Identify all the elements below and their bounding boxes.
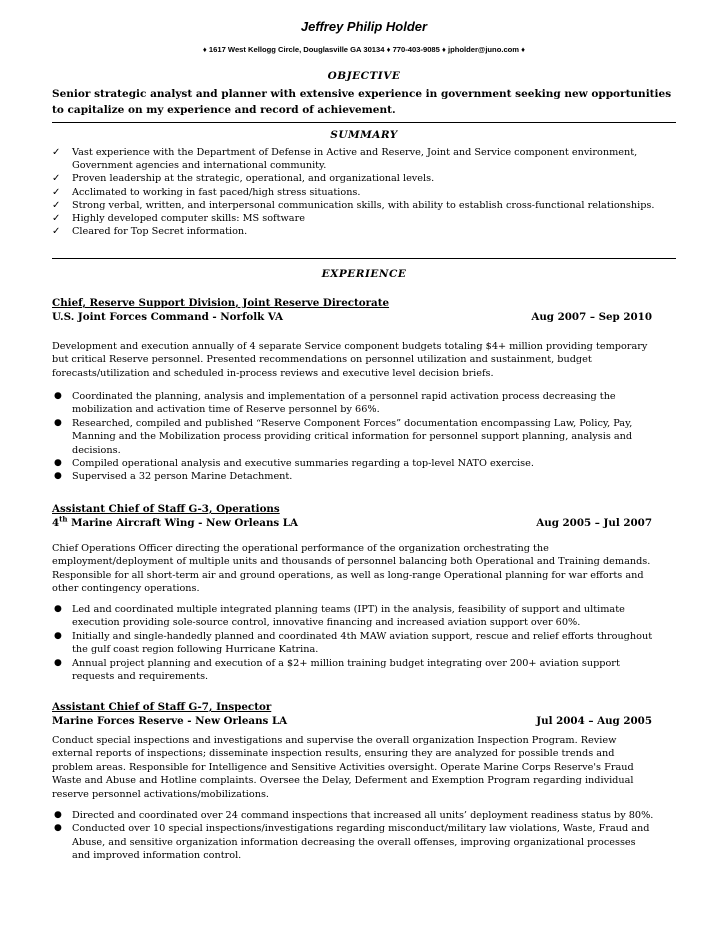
job-entry bbox=[52, 296, 652, 324]
job-org-line bbox=[52, 310, 652, 324]
job-organization: U.S. Joint Forces Command - Norfolk VA bbox=[52, 311, 284, 323]
job-title: Assistant Chief of Staff G-3, Operations bbox=[52, 503, 280, 515]
list-item: ● Directed and coordinated over 24 command inspections that increased all units’ deployment readiness status by 80%. bbox=[54, 810, 654, 821]
list-item: ✓ Highly developed computer skills: MS software bbox=[52, 213, 305, 225]
list-item: ● Researched, compiled and published “Reserve Component Forces” documentation encompassing Law, Policy, Pay, Manning and the Mobilization process providing critical information for personnel support planning, analysis and decisions. bbox=[54, 417, 633, 456]
list-item: ✓ Acclimated to working in fast paced/high stress situations. bbox=[52, 186, 361, 198]
summary-heading: SUMMARY bbox=[330, 129, 398, 141]
list-item: ✓ Cleared for Top Secret information. bbox=[52, 226, 248, 238]
bullet-dot-icon: ● bbox=[54, 823, 62, 834]
job-title: Assistant Chief of Staff G-7, Inspector bbox=[52, 701, 272, 713]
list-item: ✓ Proven leadership at the strategic, operational, and organizational levels. bbox=[52, 173, 435, 185]
summary-list bbox=[52, 146, 676, 238]
job-organization: 4th Marine Aircraft Wing - New Orleans LA bbox=[52, 514, 299, 529]
job-entry bbox=[52, 700, 652, 728]
bullet-dot-icon: ● bbox=[54, 657, 62, 668]
list-item: ● Annual project planning and execution of a $2+ million training budget integrating over 200+ aviation support requests and requirements. bbox=[54, 657, 620, 683]
checkmark-icon: ✓ bbox=[52, 213, 61, 225]
bullet-dot-icon: ● bbox=[54, 810, 62, 820]
section-divider bbox=[52, 122, 676, 123]
job-title: Chief, Reserve Support Division, Joint Reserve Directorate bbox=[52, 297, 390, 309]
bullet-dot-icon: ● bbox=[54, 391, 62, 401]
checkmark-icon: ✓ bbox=[52, 199, 61, 211]
objective-heading: OBJECTIVE bbox=[327, 70, 401, 82]
job-org-line bbox=[52, 714, 652, 728]
job-dates: Jul 2004 – Aug 2005 bbox=[536, 715, 652, 727]
job-organization: Marine Forces Reserve - New Orleans LA bbox=[52, 715, 288, 727]
list-item: ✓ Strong verbal, written, and interpersonal communication skills, with ability to establish cross-functional relationships. bbox=[52, 199, 655, 211]
list-item: ● Compiled operational analysis and executive summaries regarding a top-level NATO exercise. bbox=[54, 458, 534, 470]
section-divider bbox=[52, 258, 676, 259]
list-item: ● Initially and single-handedly planned and coordinated 4th MAW aviation support, rescue and relief efforts throughout the gulf coast region following Hurricane Katrina. bbox=[54, 630, 653, 656]
job-dates: Aug 2007 – Sep 2010 bbox=[531, 311, 652, 323]
job-description: Chief Operations Officer directing the operational performance of the organization orchestrating the employment/deployment of multiple units and thousands of personnel balancing both Operational and Training demands. Responsible for all short-term air and ground operations, as well as long-range Operational planning for war efforts and other contingency operations. bbox=[52, 543, 651, 595]
job-dates: Aug 2005 – Jul 2007 bbox=[536, 517, 652, 529]
job-entry bbox=[52, 502, 652, 530]
bullet-dot-icon: ● bbox=[54, 630, 62, 641]
list-item: ● Led and coordinated multiple integrated planning teams (IPT) in the analysis, feasibility of support and ultimate execution providing sole-source control, innovative financing and increased aviation support over 60%. bbox=[54, 604, 625, 629]
list-item: ● Coordinated the planning, analysis and implementation of a personnel rapid activation process decreasing the mobilization and activation time of Reserve personnel by 66%. bbox=[54, 391, 616, 416]
bullet-dot-icon: ● bbox=[54, 458, 62, 469]
job-description: Development and execution annually of 4 separate Service component budgets totaling $4+ million providing temporary but critical Reserve personnel. Presented recommendations on personnel utilization and sustainment, budget forecasts/utilization and scheduled in-process reviews and executive level decision briefs. bbox=[52, 341, 648, 379]
list-item: ● Conducted over 10 special inspections/investigations regarding misconduct/military law violations, Waste, Fraud and Abuse, and sensitive organization information decreasing the overall offenses, improving organizational processes and improved information control. bbox=[54, 823, 650, 862]
list-item: ● Supervised a 32 person Marine Detachment. bbox=[54, 471, 293, 483]
checkmark-icon: ✓ bbox=[52, 226, 61, 238]
contact-line: ♦ 1617 West Kellogg Circle, Douglasville GA 30134 ♦ 770-403-9085 ♦ jpholder@juno.com ♦ bbox=[202, 45, 526, 54]
list-item: ✓ Vast experience with the Department of Defense in Active and Reserve, Joint and Service component environment, Government agencies and international community. bbox=[52, 147, 638, 172]
experience-heading: EXPERIENCE bbox=[321, 268, 407, 280]
bullet-dot-icon: ● bbox=[54, 417, 62, 428]
job-org-line bbox=[52, 516, 652, 530]
bullet-dot-icon: ● bbox=[54, 471, 62, 482]
job-achievements bbox=[52, 390, 656, 484]
job-description: Conduct special inspections and investigations and supervise the overall organization Inspection Program. Review external reports of inspections; disseminate inspection results, ensuring they are analyzed for possible trends and problem areas. Responsible for Intelligence and Sensitive Activities oversight. Operate Marine Corps Reserve's Fraud Waste and Abuse and Hotline complaints. Oversee the Delay, Deferment and Exemption Program regarding individual reserve personnel activations/mobilizations. bbox=[52, 735, 634, 800]
checkmark-icon: ✓ bbox=[52, 186, 61, 198]
bullet-dot-icon: ● bbox=[54, 604, 62, 614]
job-achievements bbox=[52, 809, 656, 863]
objective-text: Senior strategic analyst and planner with extensive experience in government seeking new opportunities to capitalize on my experience and record of achievement. bbox=[52, 88, 672, 116]
candidate-name: Jeffrey Philip Holder bbox=[300, 19, 428, 34]
job-achievements bbox=[52, 603, 656, 683]
checkmark-icon: ✓ bbox=[52, 173, 61, 185]
checkmark-icon: ✓ bbox=[52, 147, 61, 158]
